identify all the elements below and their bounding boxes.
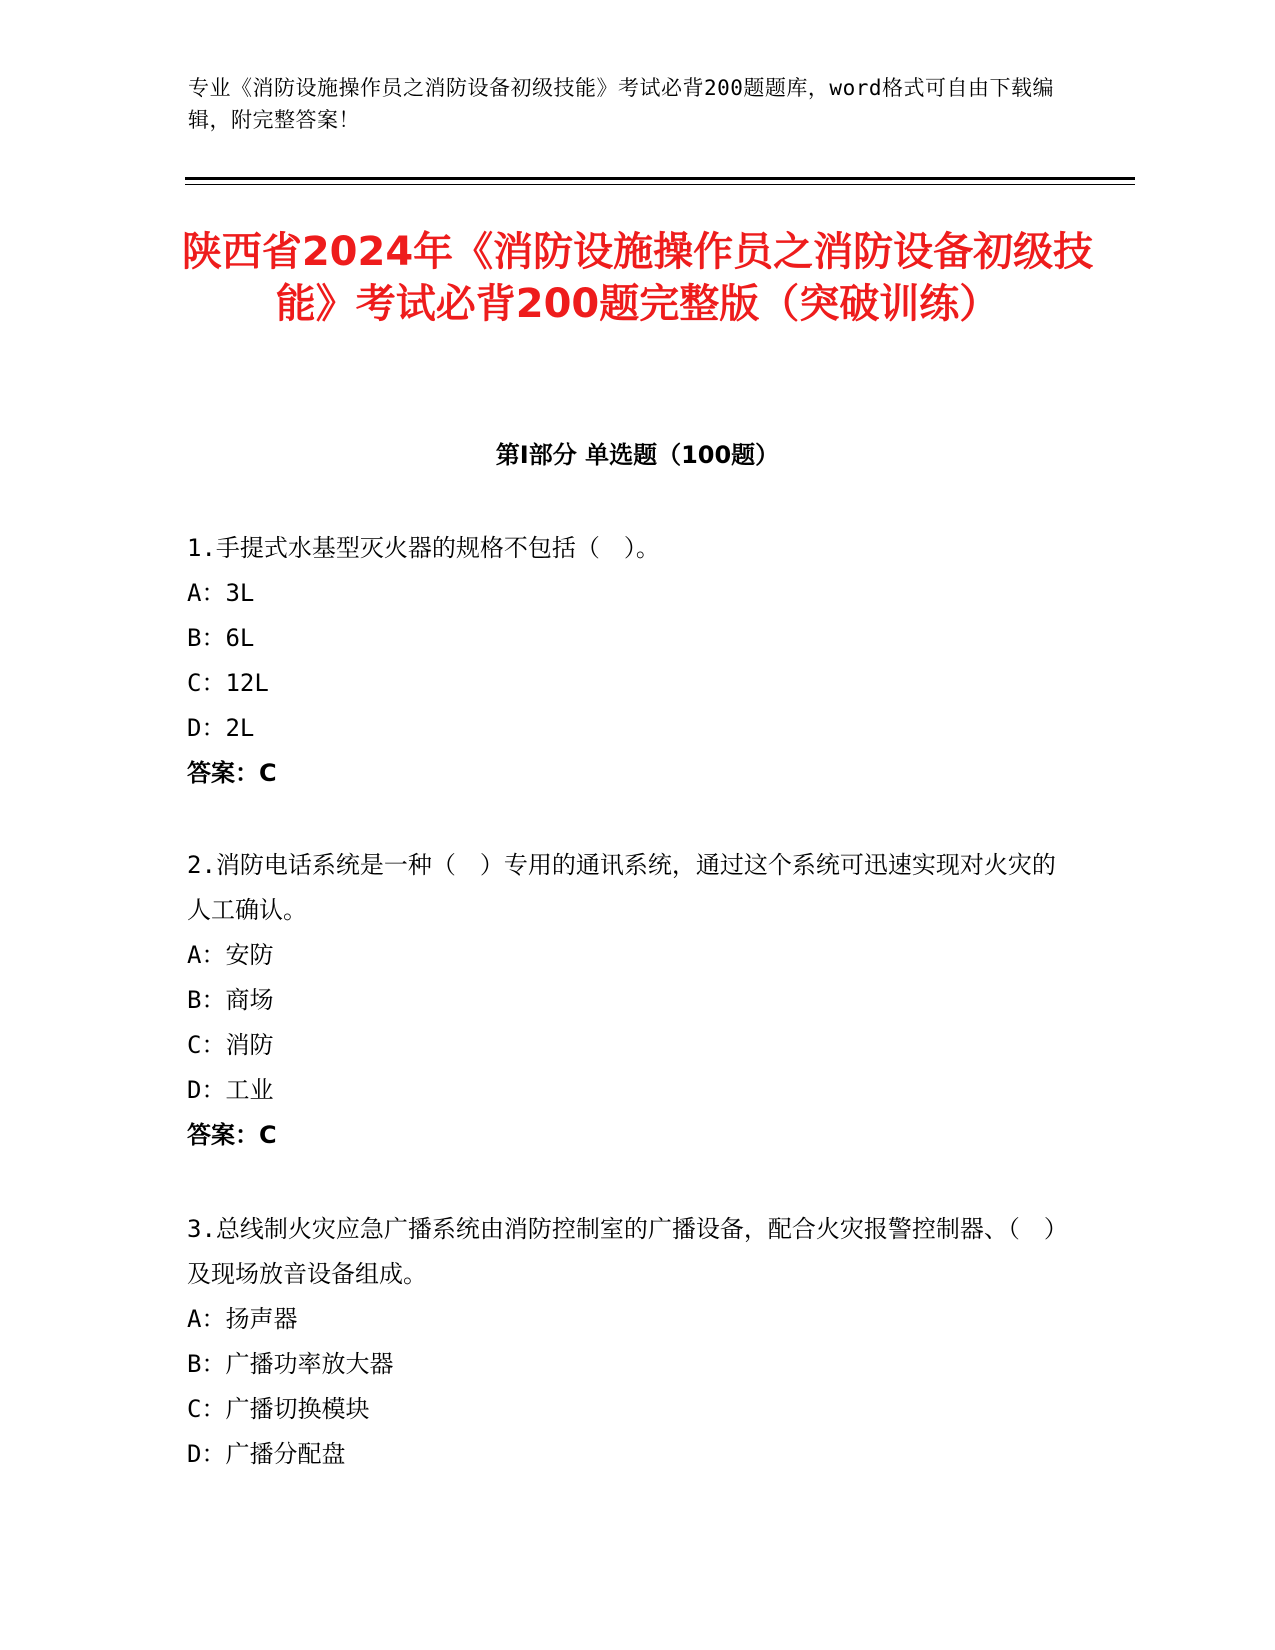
question-text: 3.总线制火灾应急广播系统由消防控制室的广播设备，配合火灾报警控制器、（ ）及现场放音设备组成。 [187,1215,1056,1288]
option-b: B：商场 [187,986,274,1014]
header-divider [185,177,1135,180]
option-b: B：6L [187,624,255,652]
option-d: D：工业 [187,1076,274,1104]
option-d: D：2L [187,714,255,742]
header-divider-thin [185,184,1135,185]
option-a: A：安防 [187,941,274,969]
question-text: 2.消防电话系统是一种（ ）专用的通讯系统，通过这个系统可迅速实现对火灾的人工确认。 [187,851,1056,924]
option-d: D：广播分配盘 [187,1440,346,1468]
header-note: 专业《消防设施操作员之消防设备初级技能》考试必背200题题库，word格式可自由下载编辑，附完整答案！ [188,76,1054,132]
option-c: C：12L [187,669,269,697]
option-b: B：广播功率放大器 [187,1350,394,1378]
section-title: 第Ⅰ部分 单选题（100题） [495,441,780,469]
answer: 答案：C [187,1121,277,1149]
answer: 答案：C [187,759,277,787]
option-c: C：广播切换模块 [187,1395,370,1423]
question-1 [187,526,1067,796]
option-a: A：3L [187,579,255,607]
option-a: A：扬声器 [187,1305,298,1333]
question-text: 1.手提式水基型灭火器的规格不包括（ ）。 [187,534,660,562]
document-title: 陕西省2024年《消防设施操作员之消防设备初级技能》考试必背200题完整版（突破训练） [181,229,1094,327]
option-c: C：消防 [187,1031,274,1059]
question-2 [187,843,1067,1158]
question-3 [187,1207,1067,1477]
